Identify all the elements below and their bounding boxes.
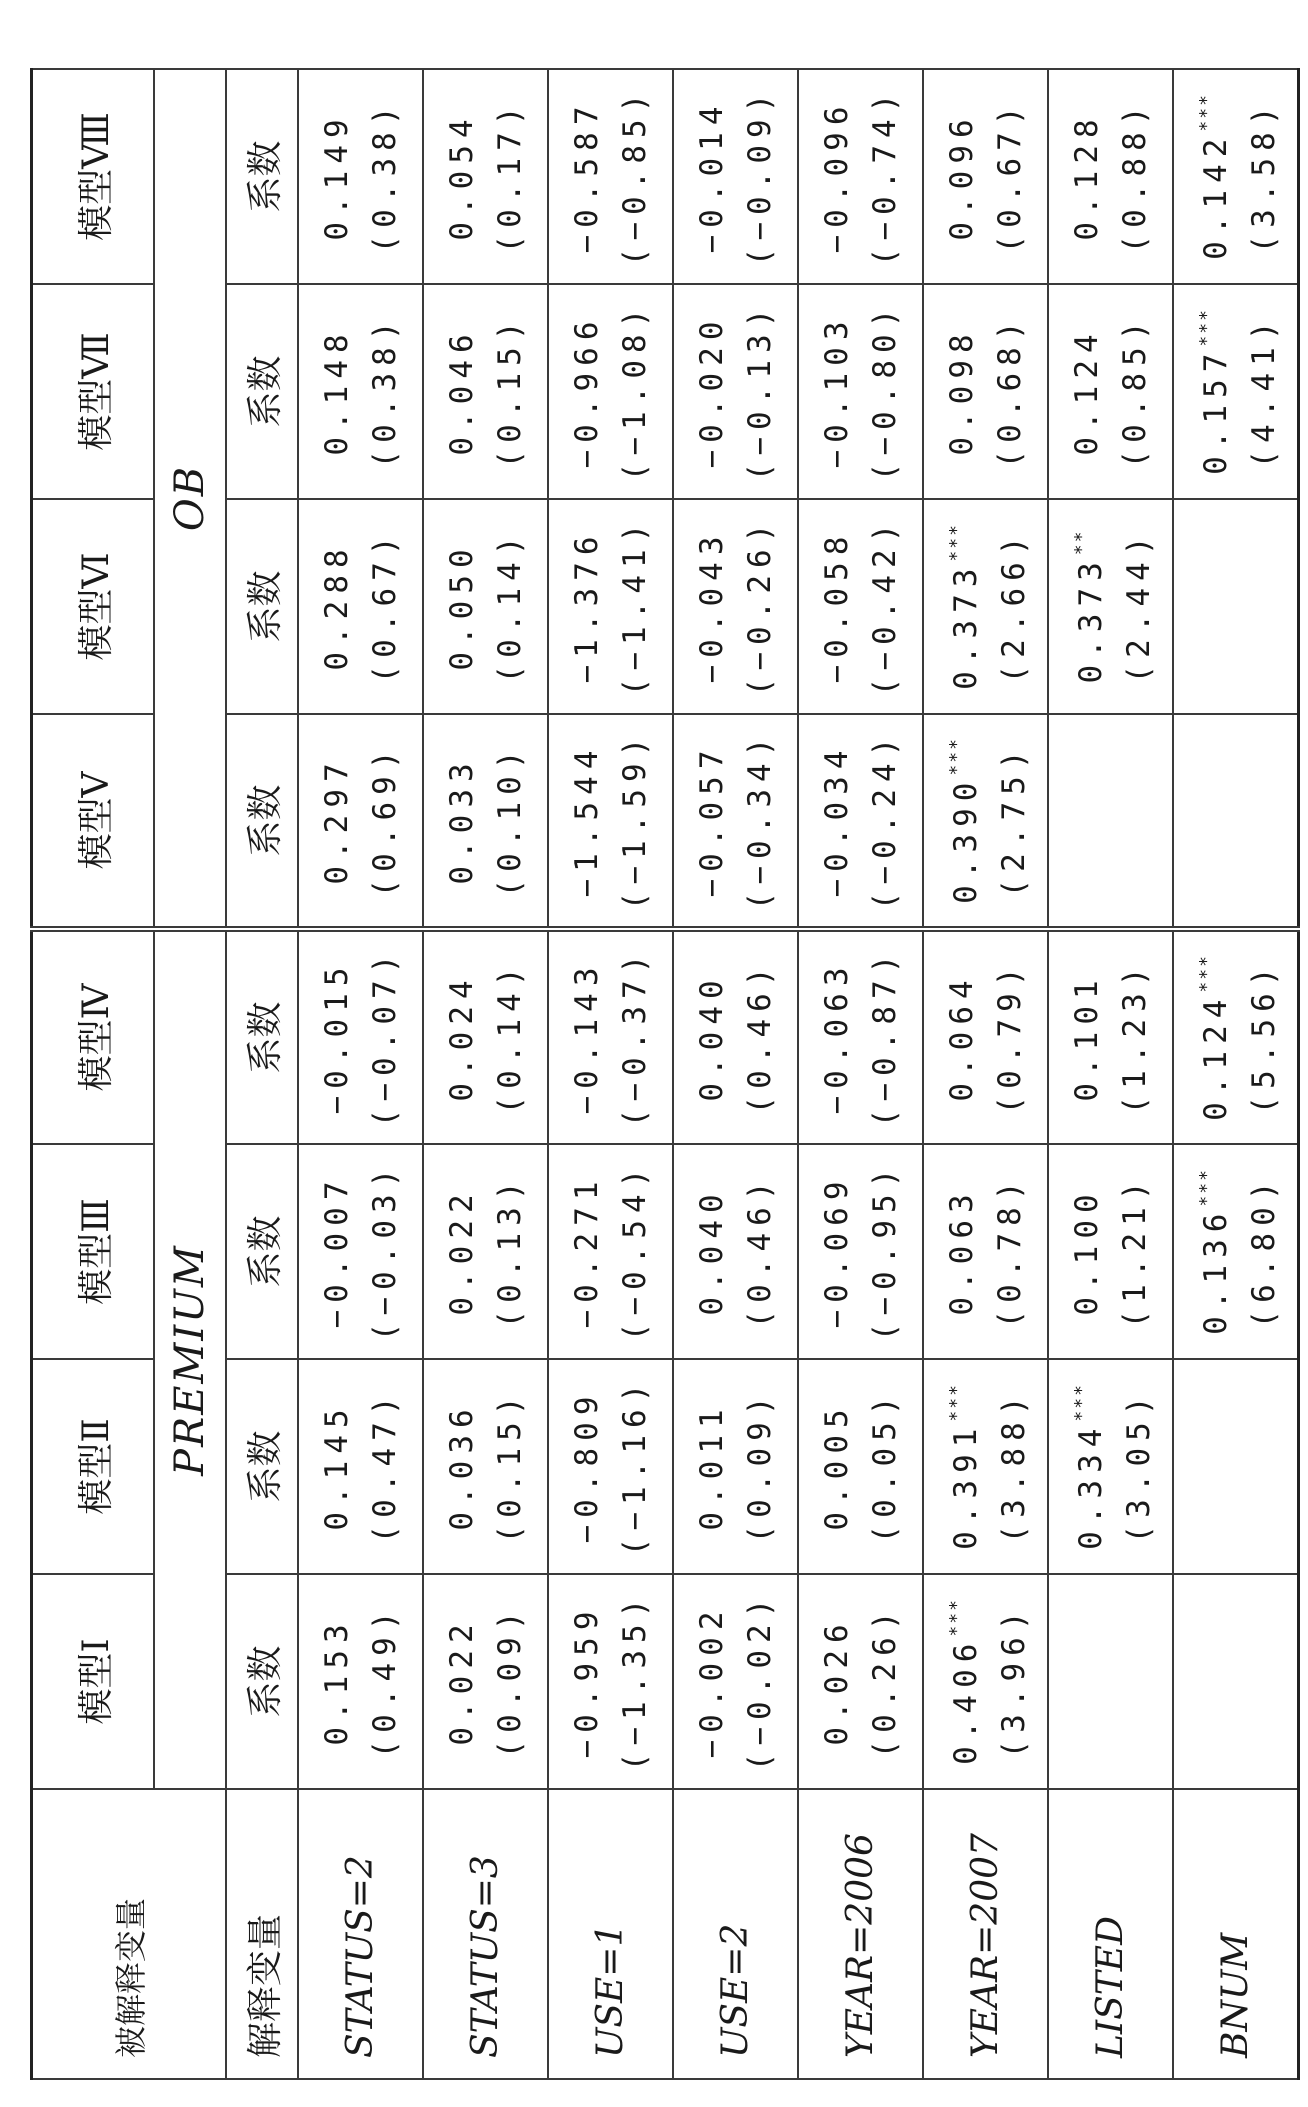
model-header: 模型Ⅲ — [32, 1144, 155, 1359]
t-statistic: (−1.59) — [616, 730, 653, 911]
t-statistic: (2.75) — [996, 743, 1032, 898]
significance-stars: *** — [1195, 93, 1217, 132]
coefficient-cell — [673, 1574, 798, 1789]
t-statistic: (−0.37) — [616, 947, 653, 1128]
table-row — [548, 69, 673, 2079]
variable-name: BNUM — [1173, 1789, 1298, 2079]
coefficient-cell — [548, 714, 673, 929]
t-statistic: (0.69) — [366, 743, 403, 898]
coefficient-cell — [1173, 69, 1298, 284]
coefficient-number: 0.005 — [818, 1402, 855, 1531]
table-row — [298, 69, 423, 2079]
coefficient-number: 0.136 — [1197, 1206, 1234, 1335]
variable-name: STATUS=2 — [298, 1789, 423, 2079]
coefficient-cell — [673, 714, 798, 929]
coefficient-number: 0.026 — [818, 1617, 855, 1746]
coefficient-value — [438, 1360, 486, 1573]
coefficient-number: −0.043 — [693, 529, 730, 684]
coefficient-value — [813, 1575, 861, 1788]
coefficient-value — [313, 285, 361, 498]
t-statistic: (−0.26) — [741, 516, 778, 697]
coefficient-number: 0.040 — [693, 973, 730, 1102]
t-statistic: (0.46) — [741, 1174, 778, 1329]
coefficient-cell — [423, 1574, 548, 1789]
coefficient-value — [563, 285, 611, 498]
coefficient-value — [933, 715, 990, 926]
coefficient-cell — [923, 929, 1048, 1144]
coefficient-number: −0.587 — [568, 99, 605, 254]
coefficient-number: −0.034 — [818, 743, 855, 898]
variable-name: STATUS=3 — [423, 1789, 548, 2079]
coefficient-cell — [1048, 929, 1173, 1144]
coefficient-value — [1063, 70, 1111, 283]
t-statistic: (0.78) — [991, 1174, 1028, 1329]
t-statistic: (0.05) — [866, 1389, 903, 1544]
coef-header: 系数 — [226, 69, 298, 284]
coefficient-number: 0.096 — [943, 112, 980, 241]
variable-name: YEAR=2006 — [798, 1789, 923, 2079]
table-row — [1048, 69, 1173, 2079]
coefficient-number: −0.057 — [693, 743, 730, 898]
t-statistic: (−0.80) — [866, 301, 903, 482]
coefficient-number: 0.050 — [443, 542, 480, 671]
coefficient-cell — [1173, 714, 1298, 929]
coefficient-cell — [923, 714, 1048, 929]
coefficient-cell — [548, 1574, 673, 1789]
t-statistic: (0.49) — [366, 1604, 403, 1759]
coefficient-number: 0.153 — [318, 1617, 355, 1746]
t-statistic: (0.09) — [491, 1604, 528, 1759]
coefficient-value — [438, 500, 486, 713]
coefficient-value — [1183, 1145, 1240, 1358]
table-body — [298, 69, 1298, 2079]
coefficient-number: 0.022 — [443, 1617, 480, 1746]
coefficient-number: 0.145 — [318, 1402, 355, 1531]
coefficient-value — [938, 285, 986, 498]
t-statistic: (0.68) — [991, 314, 1028, 469]
coefficient-number: 0.390 — [948, 775, 984, 904]
coefficient-number: 0.040 — [693, 1187, 730, 1316]
coefficient-value — [688, 1145, 736, 1358]
coefficient-cell — [923, 69, 1048, 284]
dependent-var-ob: OB — [154, 69, 226, 929]
coefficient-value — [688, 70, 736, 283]
t-statistic: (−0.09) — [741, 86, 778, 267]
t-statistic: (0.14) — [491, 960, 528, 1115]
significance-stars: *** — [1195, 1168, 1217, 1207]
coefficient-cell — [423, 929, 548, 1144]
coefficient-value — [933, 1575, 990, 1788]
coefficient-number: −0.058 — [818, 529, 855, 684]
t-statistic: (−0.87) — [866, 947, 903, 1128]
t-statistic: (4.41) — [1245, 314, 1282, 469]
coefficient-cell — [673, 929, 798, 1144]
coefficient-number: 0.100 — [1068, 1187, 1105, 1316]
coefficient-value — [313, 932, 361, 1143]
coefficient-cell — [1048, 1359, 1173, 1574]
coefficient-number: 0.297 — [318, 756, 355, 885]
coefficient-value — [1183, 70, 1240, 283]
table-row — [923, 69, 1048, 2079]
coefficient-cell — [798, 1144, 923, 1359]
coefficient-value — [313, 715, 361, 926]
table-row — [673, 69, 798, 2079]
coefficient-value — [688, 285, 736, 498]
coefficient-cell — [1048, 499, 1173, 714]
coefficient-cell — [298, 1144, 423, 1359]
coefficient-cell — [423, 284, 548, 499]
coefficient-number: 0.334 — [1073, 1421, 1109, 1550]
coefficient-value — [1063, 285, 1111, 498]
t-statistic: (2.66) — [996, 529, 1032, 684]
t-statistic: (−0.54) — [616, 1161, 653, 1342]
coefficient-cell — [423, 499, 548, 714]
coefficient-number: −0.063 — [818, 960, 855, 1115]
coefficient-number: 0.024 — [443, 973, 480, 1102]
coefficient-value — [813, 715, 861, 926]
coefficient-value — [813, 500, 861, 713]
coefficient-number: 0.124 — [1197, 992, 1234, 1121]
coefficient-number: 0.373 — [948, 561, 984, 690]
coefficient-cell — [673, 1359, 798, 1574]
coefficient-cell — [673, 499, 798, 714]
significance-stars: *** — [1195, 308, 1217, 347]
t-statistic: (−0.34) — [741, 730, 778, 911]
coefficient-number: 0.373 — [1073, 555, 1109, 684]
significance-stars: ** — [1071, 529, 1092, 556]
coefficient-cell — [1048, 69, 1173, 284]
coefficient-value — [938, 70, 986, 283]
coefficient-value — [563, 1575, 611, 1788]
t-statistic: (−0.13) — [741, 301, 778, 482]
coefficient-cell — [798, 1574, 923, 1789]
coefficient-value — [438, 1575, 486, 1788]
t-statistic: (−0.07) — [366, 947, 403, 1128]
coefficient-value — [563, 932, 611, 1143]
coefficient-cell — [1048, 714, 1173, 929]
t-statistic: (−1.08) — [616, 301, 653, 482]
coefficient-number: 0.064 — [943, 973, 980, 1102]
coef-header: 系数 — [226, 499, 298, 714]
model-header: 模型Ⅶ — [32, 284, 155, 499]
t-statistic: (0.15) — [491, 1389, 528, 1544]
coefficient-value — [438, 70, 486, 283]
coefficient-cell — [1173, 499, 1298, 714]
coefficient-value — [933, 500, 990, 713]
coefficient-cell — [298, 1359, 423, 1574]
coefficient-value — [313, 70, 361, 283]
coefficient-cell — [673, 284, 798, 499]
t-statistic: (0.38) — [366, 99, 403, 254]
significance-stars: *** — [946, 523, 967, 562]
coefficient-value — [313, 1360, 361, 1573]
coefficient-cell — [673, 69, 798, 284]
coefficient-number: 0.054 — [443, 112, 480, 241]
coefficient-number: 0.157 — [1197, 346, 1234, 475]
t-statistic: (0.85) — [1116, 314, 1153, 469]
coefficient-value — [563, 70, 611, 283]
coefficient-cell — [923, 499, 1048, 714]
coefficient-value — [688, 932, 736, 1143]
t-statistic: (−0.85) — [616, 86, 653, 267]
coefficient-value — [313, 500, 361, 713]
t-statistic: (0.38) — [366, 314, 403, 469]
coefficient-value — [813, 1360, 861, 1573]
t-statistic: (0.26) — [866, 1604, 903, 1759]
coef-header: 系数 — [226, 1574, 298, 1789]
coefficient-value — [313, 1145, 361, 1358]
coefficient-number: −0.002 — [693, 1604, 730, 1759]
coefficient-value — [1063, 1145, 1111, 1358]
regression-table — [30, 68, 1300, 2080]
coef-header: 系数 — [226, 714, 298, 929]
t-statistic: (1.23) — [1116, 960, 1153, 1115]
variable-name: USE=2 — [673, 1789, 798, 2079]
coefficient-value — [813, 1145, 861, 1358]
significance-stars: *** — [946, 1598, 967, 1637]
coefficient-value — [938, 1145, 986, 1358]
coefficient-value — [1183, 285, 1240, 498]
t-statistic: (0.47) — [366, 1389, 403, 1544]
coefficient-cell — [923, 1144, 1048, 1359]
coefficient-cell — [923, 1359, 1048, 1574]
coefficient-cell — [1173, 284, 1298, 499]
coefficient-cell — [298, 1574, 423, 1789]
coefficient-value — [563, 715, 611, 926]
significance-stars: *** — [1195, 954, 1217, 993]
coefficient-value — [1063, 932, 1111, 1143]
coefficient-cell — [1173, 1144, 1298, 1359]
t-statistic: (0.13) — [491, 1174, 528, 1329]
model-header: 模型Ⅱ — [32, 1359, 155, 1574]
coefficient-value — [563, 500, 611, 713]
table-row — [423, 69, 548, 2079]
significance-stars: *** — [1071, 1383, 1092, 1422]
t-statistic: (−1.41) — [616, 516, 653, 697]
coefficient-number: 0.011 — [693, 1402, 730, 1531]
coefficient-number: 0.391 — [948, 1421, 984, 1550]
coefficient-number: −1.544 — [568, 743, 605, 898]
coefficient-value — [438, 1145, 486, 1358]
coefficient-number: −0.966 — [568, 314, 605, 469]
coefficient-value — [933, 1360, 990, 1573]
t-statistic: (−0.02) — [741, 1591, 778, 1772]
coefficient-number: 0.098 — [943, 327, 980, 456]
t-statistic: (0.67) — [991, 99, 1028, 254]
t-statistic: (3.58) — [1245, 99, 1282, 254]
coefficient-number: −0.014 — [693, 99, 730, 254]
coefficient-value — [438, 715, 486, 926]
coefficient-cell — [298, 284, 423, 499]
significance-stars: *** — [946, 1383, 967, 1422]
coefficient-number: −0.069 — [818, 1174, 855, 1329]
coefficient-number: 0.128 — [1068, 112, 1105, 241]
coef-header: 系数 — [226, 284, 298, 499]
t-statistic: (−0.24) — [866, 730, 903, 911]
model-header: 模型Ⅳ — [32, 929, 155, 1144]
coefficient-number: −1.376 — [568, 529, 605, 684]
table-row — [798, 69, 923, 2079]
coefficient-cell — [548, 1144, 673, 1359]
t-statistic: (−0.95) — [866, 1161, 903, 1342]
coefficient-cell — [548, 284, 673, 499]
t-statistic: (1.21) — [1116, 1174, 1153, 1329]
model-header: 模型Ⅰ — [32, 1574, 155, 1789]
coef-header: 系数 — [226, 1144, 298, 1359]
coefficient-value — [313, 1575, 361, 1788]
t-statistic: (0.67) — [366, 529, 403, 684]
coefficient-cell — [798, 69, 923, 284]
coefficient-cell — [1173, 1574, 1298, 1789]
coefficient-cell — [1048, 1144, 1173, 1359]
coefficient-cell — [798, 929, 923, 1144]
coefficient-number: −0.959 — [568, 1604, 605, 1759]
coefficient-number: 0.124 — [1068, 327, 1105, 456]
t-statistic: (0.10) — [491, 743, 528, 898]
coefficient-cell — [798, 714, 923, 929]
coef-header: 系数 — [226, 1359, 298, 1574]
coefficient-cell — [673, 1144, 798, 1359]
coefficient-cell — [798, 1359, 923, 1574]
coefficient-cell — [423, 1359, 548, 1574]
coefficient-value — [813, 932, 861, 1143]
coefficient-number: −0.103 — [818, 314, 855, 469]
coefficient-value — [1183, 932, 1240, 1143]
variable-name: USE=1 — [548, 1789, 673, 2079]
t-statistic: (−1.16) — [616, 1376, 653, 1557]
coefficient-number: −0.007 — [318, 1174, 355, 1329]
coefficient-cell — [298, 69, 423, 284]
t-statistic: (5.56) — [1245, 960, 1282, 1115]
t-statistic: (2.44) — [1121, 529, 1157, 684]
coefficient-value — [563, 1145, 611, 1358]
t-statistic: (0.15) — [491, 314, 528, 469]
coefficient-number: 0.036 — [443, 1402, 480, 1531]
coefficient-cell — [423, 69, 548, 284]
explanatory-variable-label: 解释变量 — [226, 1789, 298, 2079]
coefficient-number: 0.063 — [943, 1187, 980, 1316]
coefficient-cell — [548, 499, 673, 714]
table-row — [1173, 69, 1298, 2079]
t-statistic: (−0.42) — [866, 516, 903, 697]
coefficient-value — [688, 715, 736, 926]
dependent-variable-label: 被解释变量 — [32, 1789, 227, 2079]
coefficient-cell — [923, 1574, 1048, 1789]
t-statistic: (0.79) — [991, 960, 1028, 1115]
coefficient-cell — [548, 69, 673, 284]
t-statistic: (0.17) — [491, 99, 528, 254]
coefficient-cell — [798, 499, 923, 714]
significance-stars: *** — [946, 737, 967, 776]
t-statistic: (−1.35) — [616, 1591, 653, 1772]
t-statistic: (3.96) — [996, 1604, 1032, 1759]
coefficient-number: −0.015 — [318, 960, 355, 1115]
coefficient-value — [813, 285, 861, 498]
coefficient-value — [1058, 1360, 1115, 1573]
coefficient-value — [688, 1575, 736, 1788]
coefficient-cell — [548, 1359, 673, 1574]
coefficient-cell — [423, 714, 548, 929]
t-statistic: (3.88) — [996, 1389, 1032, 1544]
t-statistic: (0.88) — [1116, 99, 1153, 254]
coefficient-number: −0.809 — [568, 1389, 605, 1544]
model-header: 模型Ⅴ — [32, 714, 155, 929]
coefficient-number: 0.022 — [443, 1187, 480, 1316]
coefficient-number: −0.096 — [818, 99, 855, 254]
coefficient-number: −0.020 — [693, 314, 730, 469]
t-statistic: (0.14) — [491, 529, 528, 684]
coefficient-number: 0.101 — [1068, 973, 1105, 1102]
coefficient-value — [438, 285, 486, 498]
coefficient-number: 0.033 — [443, 756, 480, 885]
coefficient-number: 0.149 — [318, 112, 355, 241]
coefficient-value — [563, 1360, 611, 1573]
t-statistic: (3.05) — [1121, 1389, 1157, 1544]
coefficient-value — [938, 932, 986, 1143]
variable-name: LISTED — [1048, 1789, 1173, 2079]
model-header: 模型Ⅷ — [32, 69, 155, 284]
coefficient-number: −0.271 — [568, 1174, 605, 1329]
coefficient-value — [438, 932, 486, 1143]
coefficient-value — [688, 1360, 736, 1573]
coefficient-cell — [1173, 929, 1298, 1144]
dependent-var-premium: PREMIUM — [154, 929, 226, 1789]
t-statistic: (0.09) — [741, 1389, 778, 1544]
coefficient-cell — [298, 499, 423, 714]
coef-header: 系数 — [226, 929, 298, 1144]
coefficient-number: 0.046 — [443, 327, 480, 456]
t-statistic: (−0.74) — [866, 86, 903, 267]
coefficient-value — [1058, 500, 1115, 713]
coefficient-number: 0.142 — [1197, 131, 1234, 260]
coefficient-cell — [423, 1144, 548, 1359]
coefficient-cell — [298, 929, 423, 1144]
t-statistic: (−0.03) — [366, 1161, 403, 1342]
coefficient-cell — [923, 284, 1048, 499]
coefficient-number: 0.288 — [318, 542, 355, 671]
model-header: 模型Ⅵ — [32, 499, 155, 714]
coefficient-cell — [548, 929, 673, 1144]
t-statistic: (6.80) — [1245, 1174, 1282, 1329]
coefficient-number: 0.406 — [948, 1636, 984, 1765]
coefficient-cell — [1048, 284, 1173, 499]
coefficient-cell — [798, 284, 923, 499]
variable-name: YEAR=2007 — [923, 1789, 1048, 2079]
coefficient-number: 0.148 — [318, 327, 355, 456]
coefficient-number: −0.143 — [568, 960, 605, 1115]
coefficient-cell — [298, 714, 423, 929]
t-statistic: (0.46) — [741, 960, 778, 1115]
coefficient-cell — [1173, 1359, 1298, 1574]
coefficient-value — [688, 500, 736, 713]
coefficient-cell — [1048, 1574, 1173, 1789]
coefficient-value — [813, 70, 861, 283]
